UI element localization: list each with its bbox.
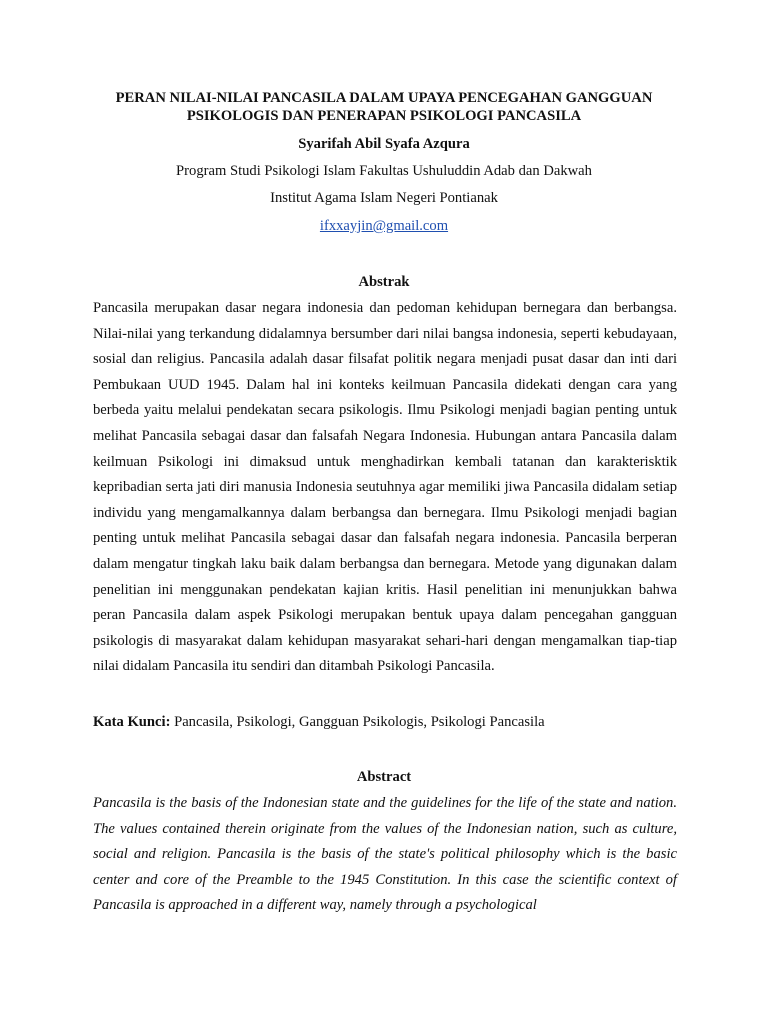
keywords-text: Pancasila, Psikologi, Gangguan Psikologis, Psikologi Pancasila xyxy=(170,714,545,730)
abstract-body: Pancasila is the basis of the Indonesian state and the guidelines for the life of the state and nation. The values contained therein originate from the values of the Indonesian nation, such as culture, social and religion. Pancasila is the basis of the state's political philosophy which is the basic center and core of the Preamble to the 1945 Constitution. In this case the scientific context of Pancasila is approached in a different way, namely through a psychological xyxy=(93,795,677,914)
abstract-heading: Abstract xyxy=(356,769,412,785)
affiliation-program: Program Studi Psikologi Islam Fakultas Ushuluddin Adab dan Dakwah xyxy=(176,163,592,179)
email-link[interactable]: ifxxayjin@gmail.com xyxy=(319,218,449,234)
keywords-label: Kata Kunci: xyxy=(93,714,171,730)
author-email xyxy=(0,218,768,235)
paper-title: PERAN NILAI-NILAI PANCASILA DALAM UPAYA PENCEGAHAN GANGGUAN PSIKOLOGIS DAN PENERAPAN PSIKOLOGI PANCASILA xyxy=(115,90,653,124)
abstrak-body: Pancasila merupakan dasar negara indonesia dan pedoman kehidupan bernegara dan berbangsa. Nilai-nilai yang terkandung didalamnya bersumber dari nilai bangsa indonesia, seperti kebudayaan, sosial dan religius. Pancasila adalah dasar filsafat politik negara menjadi pusat dasar dan inti dari Pembukaan UUD 1945. Dalam hal ini konteks keilmuan Pancasila didekati dengan cara yang berbeda yaitu melalui pendekatan secara psikologis. Ilmu Psikologi menjadi bagian penting untuk melihat Pancasila sebagai dasar dan falsafah Negara Indonesia. Hubungan antara Pancasila dalam keilmuan Psikologi ini dimaksud untuk menghadirkan kembali tatanan dan karakterisktik kepribadian serta jati diri manusia Indonesia seutuhnya agar memiliki jiwa Pancasila didalam setiap individu yang mengamalkannya dalam berbangsa dan bernegara. Ilmu Psikologi menjadi bagian penting untuk melihat Pancasila sebagai dasar dan falsafah negara indonesia. Pancasila berperan dalam mengatur tingkah laku baik dalam berbangsa dan bernegara. Metode yang digunakan dalam penelitian ini menggunakan pendekatan kajian kritis. Hasil penelitian ini menunjukkan bahwa peran Pancasila dalam aspek Psikologi merupakan bentuk upaya dalam pencegahan gangguan psikologis di masyarakat dalam kehidupan masyarakat sehari-hari dengan mengamalkan tiap-tiap nilai didalam Pancasila itu sendiri dan ditambah Psikologi Pancasila. xyxy=(93,300,677,675)
author-name: Syarifah Abil Syafa Azqura xyxy=(298,136,470,152)
abstrak-heading: Abstrak xyxy=(358,274,410,290)
keywords-line xyxy=(93,714,693,731)
affiliation-institute: Institut Agama Islam Negeri Pontianak xyxy=(270,190,498,206)
